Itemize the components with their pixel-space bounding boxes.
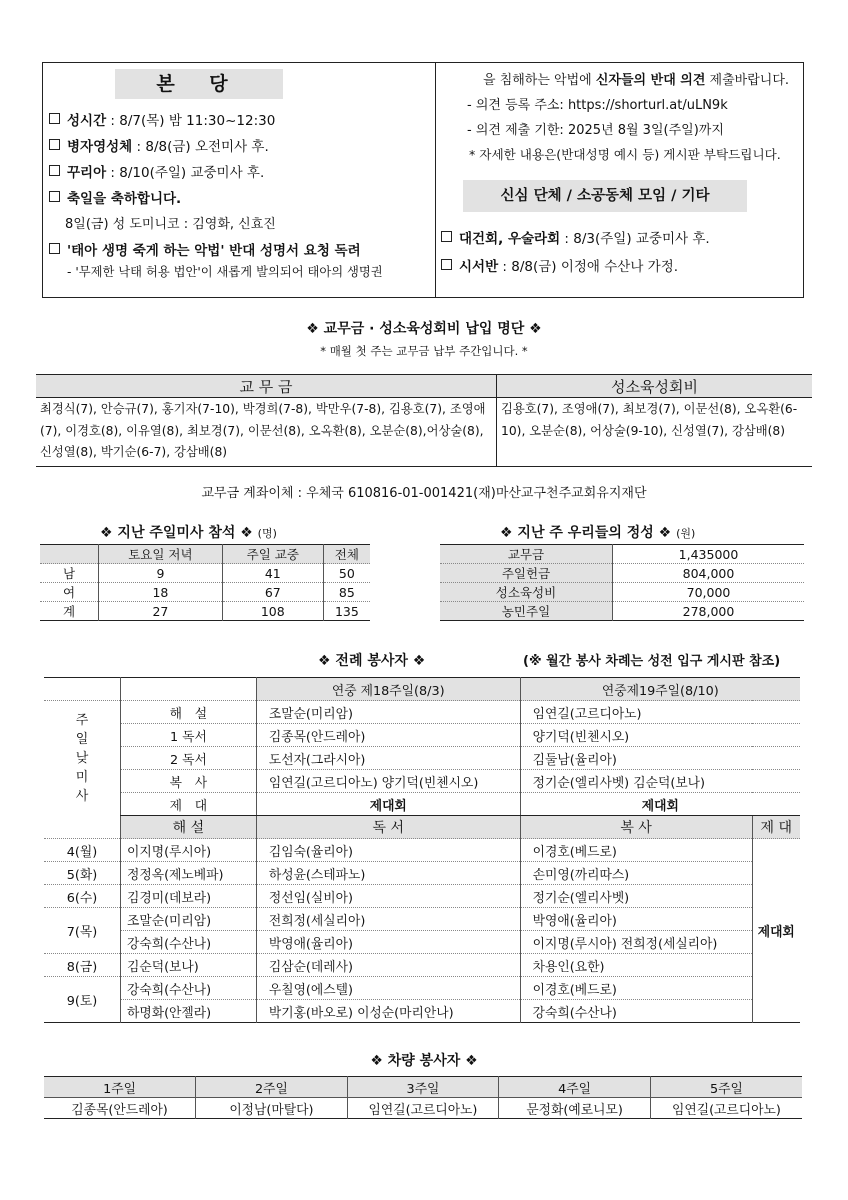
weekday-server: 이지명(루시아) 전희정(세실리아) <box>520 931 752 954</box>
service-title: ❖ 전례 봉사자 ❖ <box>318 653 426 669</box>
notice-item-1: 성시간 : 8/7(목) 밤 11:30~12:30 <box>49 109 275 129</box>
notice-item-2: 병자영성체 : 8/8(금) 오전미사 후. <box>49 135 269 155</box>
weekday-row <box>44 908 800 931</box>
car-driver: 김종목(안드레아) <box>71 1102 168 1118</box>
service-corner <box>44 678 120 701</box>
attendance-header: 토요일 저녁 <box>99 545 223 564</box>
parish-banner: 본 당 <box>115 69 283 99</box>
weekday-row <box>44 885 800 908</box>
feast-line: 8일(금) 성 도미니코 : 김영화, 신효진 <box>65 217 276 232</box>
attendance-cell: 18 <box>99 583 223 602</box>
weekday-day: 7(목) <box>44 908 120 954</box>
weekday-commentator: 김순덕(보나) <box>120 954 256 977</box>
attendance-cell: 계 <box>62 604 76 619</box>
attendance-title: ❖ 지난 주일미사 참석 ❖ (명) <box>100 525 277 541</box>
service-note: (※ 월간 봉사 차례는 성전 입구 게시판 참조) <box>523 654 781 669</box>
week2-server: 양기덕(빈첸시오) <box>520 724 800 747</box>
role-label: 복 사 <box>120 770 256 793</box>
checkbox-icon <box>49 191 60 202</box>
sunday-row <box>44 701 800 724</box>
attendance-cell: 41 <box>222 564 323 583</box>
dues-table <box>36 374 812 467</box>
attendance-table <box>40 544 370 621</box>
weekday-row <box>44 862 800 885</box>
car-title: ❖ 차량 봉사자 ❖ <box>370 1053 478 1069</box>
weekday-reader: 전희정(세실리아) <box>256 908 520 931</box>
weekday-server: 손미영(까리따스) <box>520 862 752 885</box>
role-label: 1 독서 <box>120 724 256 747</box>
attendance-cell: 108 <box>222 602 323 621</box>
sunday-mass-label: 주일낮미사 <box>75 712 89 804</box>
weekday-day: 6(수) <box>44 885 120 908</box>
weekday-server: 차용인(요한) <box>520 954 752 977</box>
weekday-header: 해 설 <box>120 816 256 839</box>
petition-deadline: - 의견 제출 기한: 2025년 8월 3일(주일)까지 <box>467 123 724 138</box>
weekday-reader: 우칠영(에스텔) <box>256 977 520 1000</box>
weekday-row <box>44 1000 800 1023</box>
weekday-commentator: 이지명(루시아) <box>120 839 256 862</box>
weekday-row <box>44 839 800 862</box>
car-week-header: 5주일 <box>650 1077 802 1098</box>
car-driver: 문정화(예로니모) <box>499 1098 651 1119</box>
group-banner: 신심 단체 / 소공동체 모임 / 기타 <box>463 180 747 212</box>
offering-amount: 1,435000 <box>613 545 805 564</box>
sunday-row <box>44 770 800 793</box>
offering-row <box>440 545 804 564</box>
weekday-reader: 하성윤(스테파노) <box>256 862 520 885</box>
attendance-cell: 85 <box>323 583 370 602</box>
weekday-day: 5(화) <box>44 862 120 885</box>
dues-subtitle: * 매월 첫 주는 교무금 납부 주간입니다. * <box>320 344 528 358</box>
attendance-row <box>40 564 370 583</box>
checkbox-icon <box>49 243 60 254</box>
offering-amount: 70,000 <box>613 583 805 602</box>
weekday-commentator: 조말순(미리암) <box>120 908 256 931</box>
group-item-1: 대건회, 우술라회 : 8/3(주일) 교중미사 후. <box>441 227 710 247</box>
weekday-day: 8(금) <box>44 954 120 977</box>
week1-header: 연중 제18주일(8/3) <box>256 678 520 701</box>
weekday-server: 이경호(베드로) <box>520 839 752 862</box>
offering-amount: 278,000 <box>613 602 805 621</box>
weekday-commentator: 강숙희(수산나) <box>120 931 256 954</box>
car-driver: 임연길(고르디아노) <box>347 1098 499 1119</box>
weekday-server: 강숙희(수산나) <box>520 1000 752 1023</box>
attendance-cell: 135 <box>323 602 370 621</box>
car-week-header: 1주일 <box>44 1077 196 1098</box>
notice-divider <box>435 63 436 297</box>
weekday-day: 9(토) <box>66 994 98 1009</box>
attendance-cell: 27 <box>99 602 223 621</box>
service-table <box>44 677 800 1023</box>
attendance-row <box>40 583 370 602</box>
weekday-header-row <box>44 816 800 839</box>
week1-server: 김종목(안드레아) <box>256 724 520 747</box>
attendance-header: 주일 교중 <box>222 545 323 564</box>
weekday-reader: 김삼순(데레사) <box>256 954 520 977</box>
weekday-server: 정기순(엘리사벳) <box>520 885 752 908</box>
checkbox-icon <box>49 139 60 150</box>
account-line: 교무금 계좌이체 : 우체국 610816-01-001421(재)마산교구천주교회유지재단 <box>201 486 647 501</box>
week1-server: 조말순(미리암) <box>256 701 520 724</box>
role-label: 해 설 <box>120 701 256 724</box>
weekday-reader: 정선임(실비아) <box>256 885 520 908</box>
checkbox-icon <box>49 113 60 124</box>
weekday-reader: 박기홍(바오로) 이성순(마리안나) <box>256 1000 520 1023</box>
offering-label: 농민주일 <box>440 602 613 621</box>
checkbox-icon <box>441 259 452 270</box>
week2-server: 정기순(엘리사벳) 김순덕(보나) <box>520 770 800 793</box>
weekday-commentator: 정정옥(제노베파) <box>120 862 256 885</box>
petition-sub: - '무제한 낙태 허용 법안'이 새롭게 발의되어 태아의 생명권 <box>67 265 383 279</box>
weekday-row <box>44 931 800 954</box>
group-item-2: 시서반 : 8/8(금) 이정애 수산나 가정. <box>441 255 678 275</box>
weekday-header <box>44 816 120 839</box>
petition-title: '태아 생명 죽게 하는 악법' 반대 성명서 요청 독려 <box>49 239 361 259</box>
offering-row <box>440 583 804 602</box>
offering-label: 교무금 <box>440 545 613 564</box>
car-week-header: 4주일 <box>499 1077 651 1098</box>
offering-amount: 804,000 <box>613 564 805 583</box>
checkbox-icon <box>441 231 452 242</box>
weekday-reader: 박영애(율리아) <box>256 931 520 954</box>
weekday-commentator: 강숙희(수산나) <box>120 977 256 1000</box>
attendance-cell: 67 <box>222 583 323 602</box>
attendance-header <box>40 545 99 564</box>
week1-server: 도선자(그라시아) <box>256 747 520 770</box>
offering-label: 성소육성비 <box>440 583 613 602</box>
weekday-row <box>44 977 800 1000</box>
petition-cont: 을 침해하는 악법에 신자들의 반대 의견 제출바랍니다. <box>483 73 790 88</box>
attendance-row <box>40 602 370 621</box>
sunday-row <box>44 724 800 747</box>
checkbox-icon <box>49 165 60 176</box>
notice-item-4: 축일을 축하합니다. <box>49 187 181 207</box>
weekday-row <box>44 954 800 977</box>
week2-header: 연중제19주일(8/10) <box>520 678 800 701</box>
weekday-altar: 제대회 <box>752 839 800 1023</box>
week2-server: 김둘남(율리아) <box>520 747 800 770</box>
weekday-commentator: 김경미(데보라) <box>120 885 256 908</box>
week1-server: 임연길(고르디아노) 양기덕(빈첸시오) <box>256 770 520 793</box>
car-driver: 임연길(고르디아노) <box>650 1098 802 1119</box>
notice-box <box>42 62 804 298</box>
car-driver: 이정남(마탈다) <box>196 1098 348 1119</box>
car-week-header: 3주일 <box>347 1077 499 1098</box>
vocation-col-header: 성소육성회비 <box>497 375 813 398</box>
car-table <box>44 1076 802 1119</box>
attendance-header: 전체 <box>323 545 370 564</box>
week2-server: 제대회 <box>520 793 800 816</box>
weekday-server: 박영애(율리아) <box>520 908 752 931</box>
petition-detail: * 자세한 내용은(반대성명 예시 등) 게시판 부탁드립니다. <box>469 147 781 162</box>
dues-list: 최경식(7), 안승규(7), 홍기자(7-10), 박경희(7-8), 박만우(7-8), 김용호(7), 조영애(7), 이경호(8), 이유열(8), 최보경(7), 이문선(8), 오옥환(8), 오분순(8),어상술(8), 신성열(8), 박기순(6-7), 강삼배(8) <box>40 402 486 459</box>
weekday-reader: 김임숙(율리아) <box>256 839 520 862</box>
weekday-header: 제 대 <box>752 816 800 839</box>
petition-url: - 의견 등록 주소: https://shorturl.at/uLN9k <box>467 98 728 113</box>
dues-col-header: 교 무 금 <box>36 375 497 398</box>
notice-item-3: 꾸리아 : 8/10(주일) 교중미사 후. <box>49 161 264 181</box>
weekday-commentator: 하명화(안젤라) <box>120 1000 256 1023</box>
offering-table <box>440 544 804 621</box>
attendance-cell: 9 <box>99 564 223 583</box>
weekday-header: 복 사 <box>520 816 752 839</box>
sunday-row <box>44 793 800 816</box>
sunday-row <box>44 747 800 770</box>
car-week-header: 2주일 <box>196 1077 348 1098</box>
service-corner <box>120 678 256 701</box>
vocation-list: 김용호(7), 조영애(7), 최보경(7), 이문선(8), 오옥환(6-10), 오분순(8), 어상술(9-10), 신성열(7), 강삼배(8) <box>497 398 813 467</box>
offering-row <box>440 602 804 621</box>
role-label: 제 대 <box>120 793 256 816</box>
dues-title: ❖ 교무금 · 성소육성회비 납입 명단 ❖ <box>306 321 542 337</box>
attendance-cell: 남 <box>40 564 99 583</box>
weekday-header: 독 서 <box>256 816 520 839</box>
offering-label: 주일헌금 <box>440 564 613 583</box>
weekday-day: 4(월) <box>44 839 120 862</box>
week1-server: 제대회 <box>256 793 520 816</box>
offering-title: ❖ 지난 주 우리들의 정성 ❖ (원) <box>500 525 696 541</box>
role-label: 2 독서 <box>120 747 256 770</box>
attendance-cell: 여 <box>40 583 99 602</box>
weekday-server: 이경호(베드로) <box>520 977 752 1000</box>
week2-server: 임연길(고르디아노) <box>520 701 800 724</box>
attendance-cell: 50 <box>323 564 370 583</box>
offering-row <box>440 564 804 583</box>
